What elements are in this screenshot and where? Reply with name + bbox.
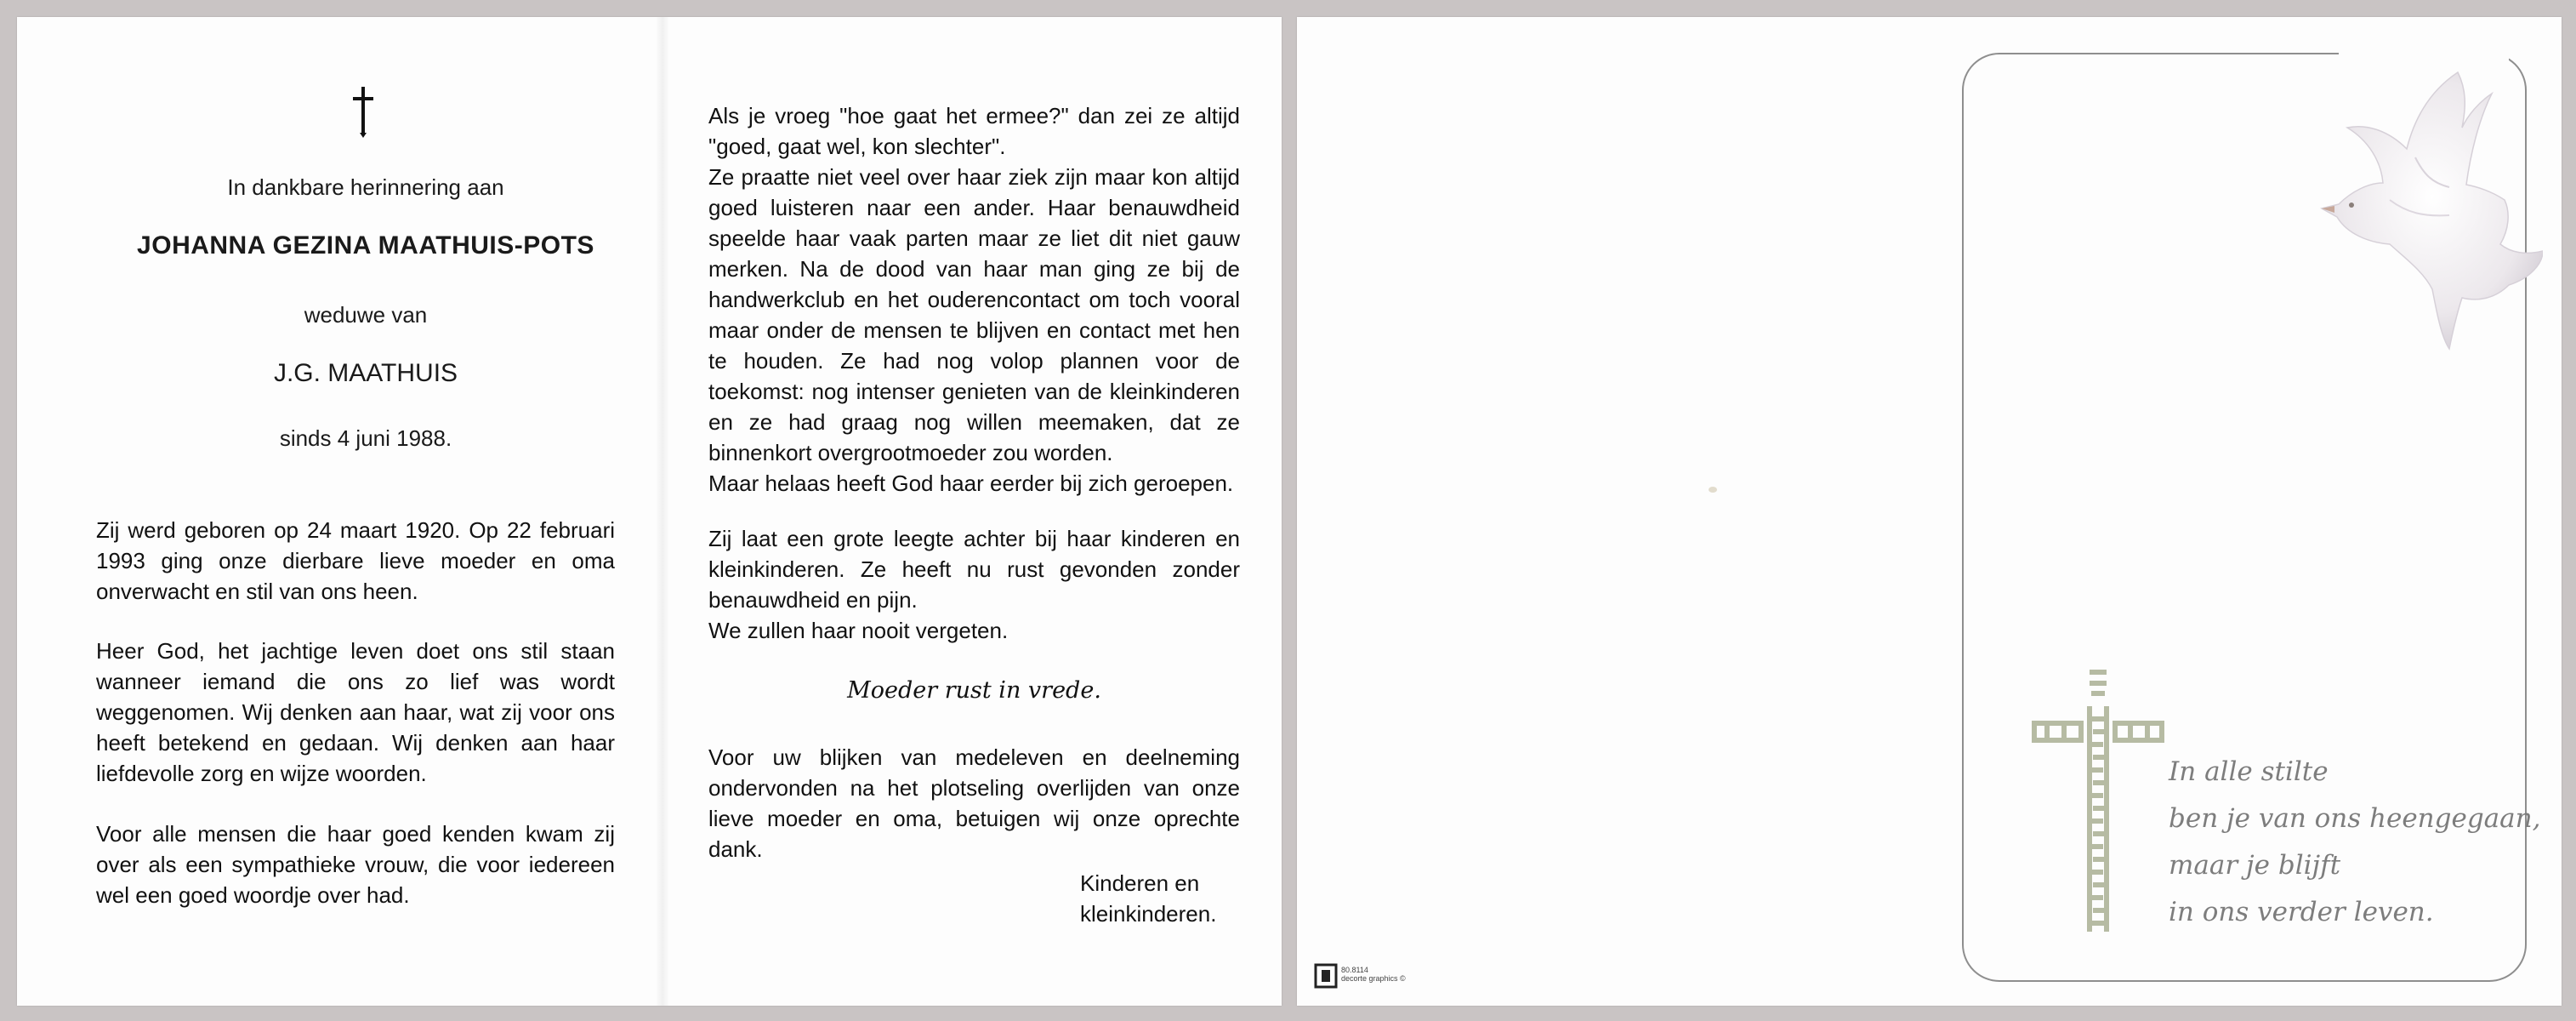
poem: In alle stilte ben je van ons heengegaan, maar je blijft in ons verder leven. [2169,756,2541,927]
rest-in-peace-motto: Moeder rust in vrede. [847,677,1101,704]
dove-icon [2288,55,2543,374]
prayer-paragraph: Heer God, het jachtige leven doet ons stil staan wanneer iemand die ons zo lief was wordt weggenomen. Wij denken aan haar, wat zij voor ons heeft betekend en gedaan. Wij denken aan haar liefdevolle zorg en wijze woorden. [96,638,615,786]
character-paragraph: Voor alle mensen die haar goed kenden kwam zij over als een sympathieke vrouw, die voor iedereen wel een goed woordje over had. [96,821,615,908]
birth-death-paragraph: Zij werd geboren op 24 maart 1920. Op 22 februari 1993 ging onze dierbare lieve moeder en oma onverwacht en stil van ons heen. [96,517,615,604]
cross-icon [350,85,376,138]
publisher-logo-icon [1314,963,1338,989]
deceased-name: JOHANNA GEZINA MAATHUIS-POTS [137,231,594,260]
loss-paragraph: Zij laat een grote leegte achter bij haar kinderen en kleinkinderen. Ze heeft nu rust gevonden zonder benauwdheid en pijn. We zullen haar nooit vergeten. [708,526,1240,643]
card-inner-spread [17,17,1282,1006]
husband-name: J.G. MAATHUIS [273,359,458,387]
publisher-mark: 80.8114 decorte graphics © [1341,966,1406,983]
memories-paragraph: Als je vroeg "hoe gaat het ermee?" dan zei ze altijd "goed, gaat wel, kon slechter". Ze praatte niet veel over haar ziek zijn maar kon altijd goed luisteren naar een ander. Haar benauwdheid speelde haar vaak parten maar ze liet dit niet gauw merken. Na de dood van haar man ging ze bij de handwerkclub en het ouderencontact om toch vooral maar onder de mensen te blijven en contact met hen te houden. Ze had nog volop plannen voor de toekomst: nog intenser genieten van de kleinkinderen en ze had graag nog willen meemaken, dat ze binnenkort overgrootmoeder zou worden. Maar helaas heeft God haar eerder bij zich geroepen. [708,103,1240,496]
greek-key-cross-icon [2030,668,2166,944]
card-fold [657,17,668,1006]
card-cover [1297,17,2562,1006]
widow-of-line: weduwe van [304,302,428,328]
signature: Kinderen en kleinkinderen. [1080,870,1217,927]
since-date: sinds 4 juni 1988. [279,425,452,451]
paper-speck [1709,487,1717,493]
thanks-paragraph: Voor uw blijken van medeleven en deelneming ondervonden na het plotseling overlijden van onze lieve moeder en oma, betuigen wij onze oprechte dank. [708,744,1240,862]
intro-line: In dankbare herinnering aan [227,174,504,200]
